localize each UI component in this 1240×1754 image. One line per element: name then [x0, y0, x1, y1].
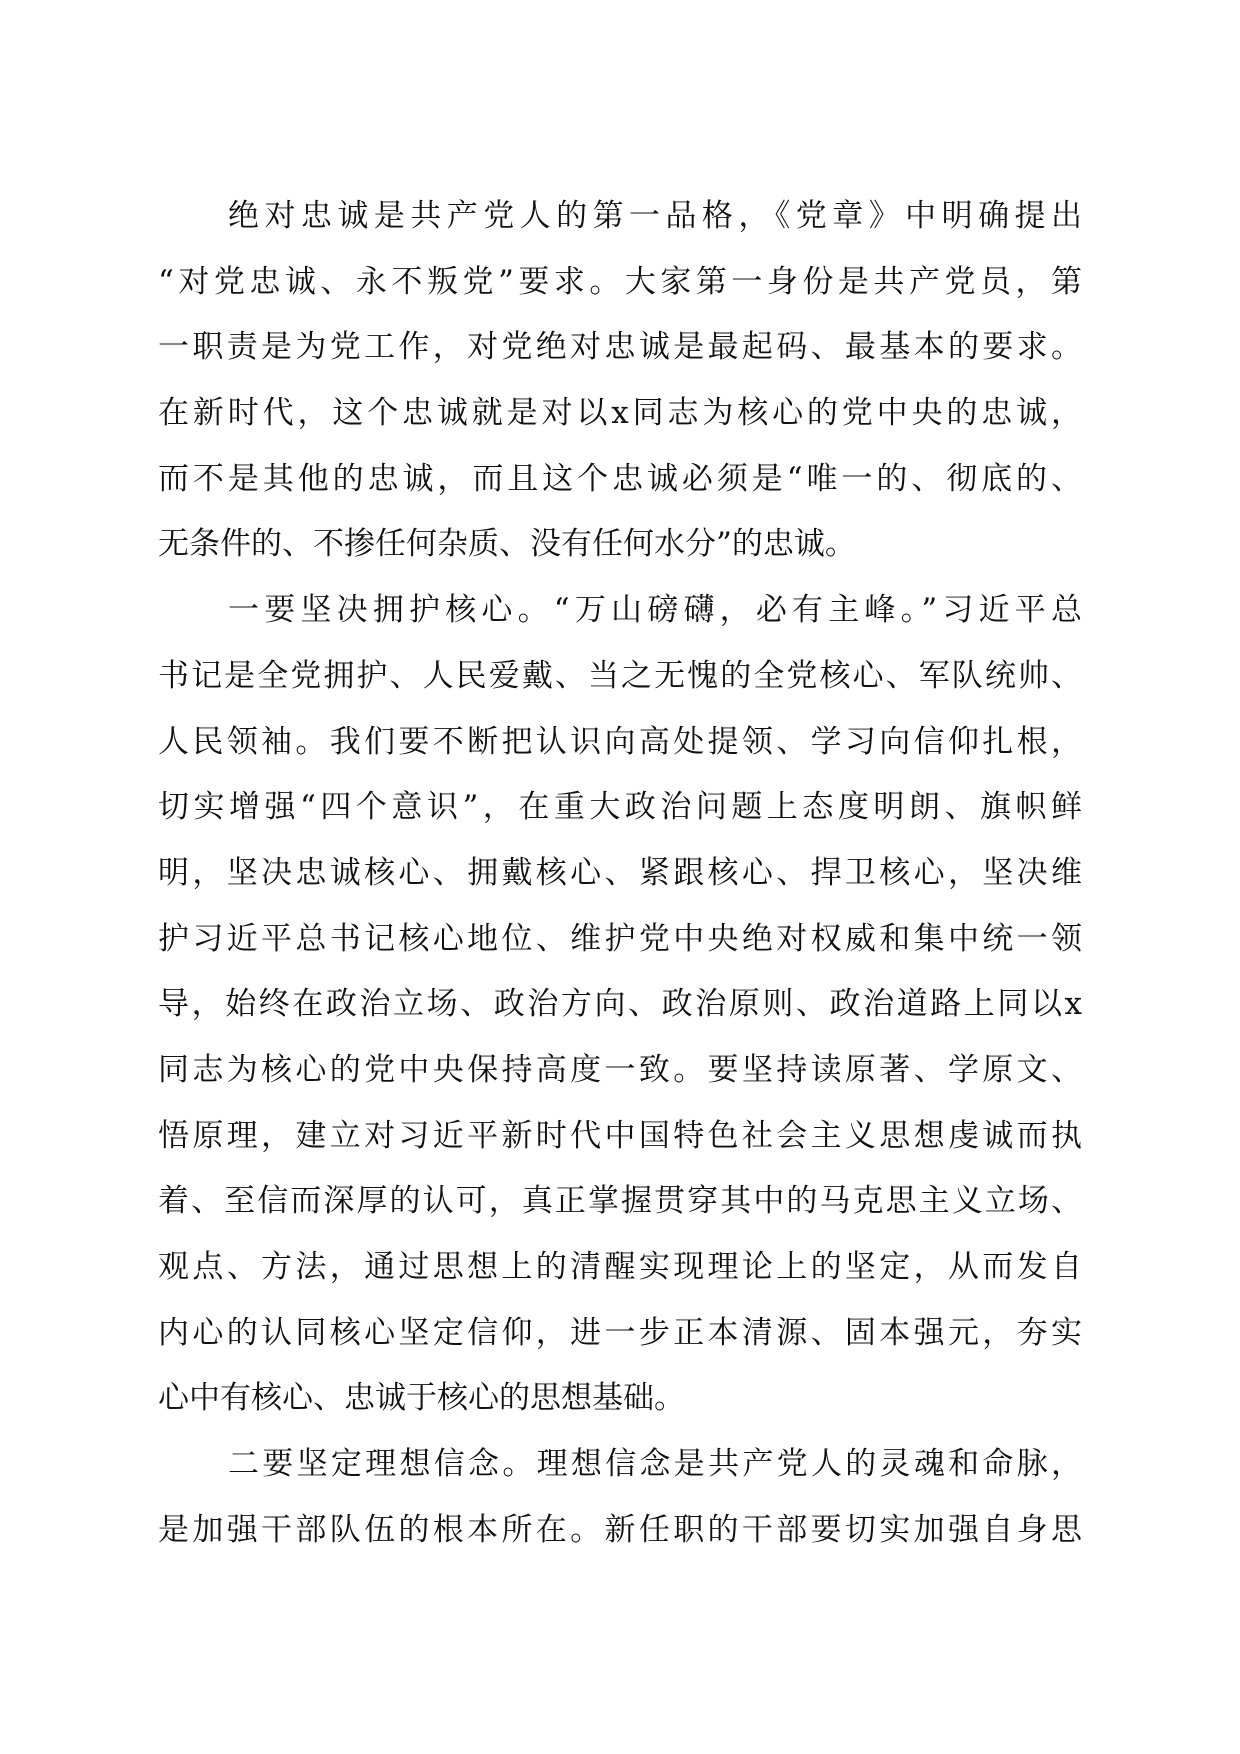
- paragraph-2-line-8: 同志为核心的党中央保持高度一致。要坚持读原著、学原文、: [158, 1051, 1082, 1088]
- document-body: [158, 184, 1082, 1563]
- paragraph-3-line-1: 二要坚定理想信念。理想信念是共产党人的灵魂和命脉，: [228, 1446, 1082, 1483]
- paragraph-2-line-6: 护习近平总书记核心地位、维护党中央绝对权威和集中统一领: [158, 920, 1082, 957]
- paragraph-1-line-1: 绝对忠诚是共产党人的第一品格，《党章》中明确提出: [228, 198, 1082, 234]
- paragraph-1-line-4: 在新时代，这个忠诚就是对以x同志为核心的党中央的忠诚，: [158, 395, 1082, 432]
- paragraph-2-line-9: 悟原理，建立对习近平新时代中国特色社会主义思想虔诚而执: [158, 1117, 1082, 1154]
- paragraph-1-line-5: 而不是其他的忠诚，而且这个忠诚必须是“唯一的、彻底的、: [158, 460, 1082, 497]
- paragraph-2-line-3: 人民领袖。我们要不断把认识向高处提领、学习向信仰扎根，: [158, 723, 1082, 760]
- paragraph-2-line-12: 内心的认同核心坚定信仰，进一步正本清源、固本强元，夯实: [158, 1314, 1082, 1351]
- paragraph-2-line-11: 观点、方法，通过思想上的清醒实现理论上的坚定，从而发自: [158, 1249, 1082, 1285]
- paragraph-2-line-7: 导，始终在政治立场、政治方向、政治原则、政治道路上同以x: [158, 986, 1082, 1023]
- paragraph-2-line-5: 明，坚决忠诚核心、拥戴核心、紧跟核心、捍卫核心，坚决维: [158, 854, 1082, 891]
- paragraph-1-line-2: “对党忠诚、永不叛党”要求。大家第一身份是共产党员，第: [158, 263, 1082, 300]
- paragraph-2-line-2: 书记是全党拥护、人民爱戴、当之无愧的全党核心、军队统帅、: [158, 657, 1082, 694]
- paragraph-1-line-6: 无条件的、不掺任何杂质、没有任何水分”的忠诚。: [158, 526, 856, 563]
- paragraph-2-line-4: 切实增强“四个意识”，在重大政治问题上态度明朗、旗帜鲜: [158, 789, 1082, 826]
- paragraph-2-line-10: 着、至信而深厚的认可，真正掌握贯穿其中的马克思主义立场、: [158, 1183, 1082, 1220]
- paragraph-2-line-13: 心中有核心、忠诚于核心的思想基础。: [158, 1380, 685, 1417]
- paragraph-1-line-3: 一职责是为党工作，对党绝对忠诚是最起码、最基本的要求。: [158, 329, 1082, 366]
- paragraph-2-line-1: 一要坚决拥护核心。“万山磅礴，必有主峰。”习近平总: [228, 592, 1082, 629]
- paragraph-3-line-2: 是加强干部队伍的根本所在。新任职的干部要切实加强自身思: [158, 1511, 1082, 1548]
